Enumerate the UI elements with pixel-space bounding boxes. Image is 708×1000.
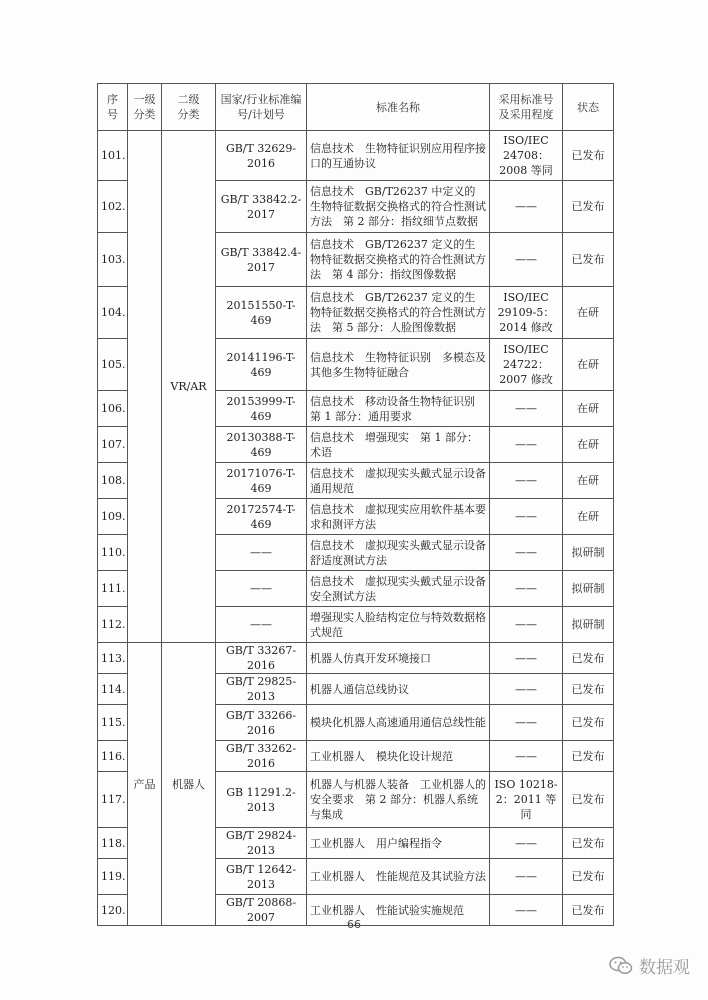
row-status: 已发布 (563, 772, 614, 828)
row-name: 机器人通信总线协议 (307, 674, 490, 705)
level1-cell-empty (128, 131, 162, 643)
row-seq: 112. (98, 607, 128, 643)
row-code: GB/T 32629-2016 (216, 131, 307, 181)
row-status: 已发布 (563, 895, 614, 926)
row-name: 信息技术 增强现实 第 1 部分：术语 (307, 427, 490, 463)
row-seq: 118. (98, 828, 128, 859)
watermark-text: 数据观 (639, 958, 690, 978)
row-adopt: —— (490, 463, 563, 499)
header-status: 状态 (563, 84, 614, 131)
row-adopt: —— (490, 571, 563, 607)
row-code: —— (216, 607, 307, 643)
row-adopt: —— (490, 427, 563, 463)
header-name: 标准名称 (307, 84, 490, 131)
row-code: —— (216, 571, 307, 607)
row-seq: 101. (98, 131, 128, 181)
row-name: 模块化机器人高速通用通信总线性能 (307, 705, 490, 741)
row-adopt: ISO/IEC 24708：2008 等同 (490, 131, 563, 181)
row-code: GB/T 33266-2016 (216, 705, 307, 741)
row-seq: 113. (98, 643, 128, 674)
row-code: GB/T 20868-2007 (216, 895, 307, 926)
row-name: 工业机器人 性能试验实施规范 (307, 895, 490, 926)
row-status: 在研 (563, 391, 614, 427)
row-code: GB/T 29824-2013 (216, 828, 307, 859)
row-name: 机器人与机器人装备 工业机器人的安全要求 第 2 部分：机器人系统与集成 (307, 772, 490, 828)
row-adopt: —— (490, 181, 563, 233)
row-code: GB/T 33267-2016 (216, 643, 307, 674)
row-code: —— (216, 535, 307, 571)
row-name: 信息技术 虚拟现实头戴式显示设备舒适度测试方法 (307, 535, 490, 571)
row-code: 20153999-T-469 (216, 391, 307, 427)
row-seq: 105. (98, 339, 128, 391)
row-name: 信息技术 GB/T26237 中定义的生物特征数据交换格式的符合性测试方法 第 2 部分：指纹细节点数据 (307, 181, 490, 233)
row-status: 已发布 (563, 131, 614, 181)
row-name: 工业机器人 用户编程指令 (307, 828, 490, 859)
row-seq: 104. (98, 287, 128, 339)
row-name: 信息技术 生物特征识别 多模态及其他多生物特征融合 (307, 339, 490, 391)
row-name: 增强现实人脸结构定位与特效数据格式规范 (307, 607, 490, 643)
row-adopt: —— (490, 499, 563, 535)
row-status: 在研 (563, 499, 614, 535)
row-status: 已发布 (563, 674, 614, 705)
table-row (98, 131, 614, 181)
row-name: 工业机器人 性能规范及其试验方法 (307, 859, 490, 895)
header-adopt: 采用标准号 及采用程度 (490, 84, 563, 131)
row-adopt: —— (490, 674, 563, 705)
row-adopt: —— (490, 535, 563, 571)
row-code: 20172574-T-469 (216, 499, 307, 535)
level1-cell-product: 产品 (128, 643, 162, 926)
row-seq: 119. (98, 859, 128, 895)
row-seq: 114. (98, 674, 128, 705)
row-code: GB/T 33842.2-2017 (216, 181, 307, 233)
row-code: GB/T 12642-2013 (216, 859, 307, 895)
row-status: 拟研制 (563, 607, 614, 643)
row-code: 20130388-T-469 (216, 427, 307, 463)
row-name: 机器人仿真开发环境接口 (307, 643, 490, 674)
row-adopt: —— (490, 859, 563, 895)
header-level1: 一级 分类 (128, 84, 162, 131)
row-code: 20141196-T-469 (216, 339, 307, 391)
row-adopt: —— (490, 828, 563, 859)
row-seq: 111. (98, 571, 128, 607)
level2-cell-robot: 机器人 (162, 643, 216, 926)
row-code: GB/T 33842.4-2017 (216, 233, 307, 287)
row-status: 在研 (563, 339, 614, 391)
row-adopt: —— (490, 895, 563, 926)
row-seq: 107. (98, 427, 128, 463)
row-name: 信息技术 移动设备生物特征识别 第 1 部分：通用要求 (307, 391, 490, 427)
row-seq: 108. (98, 463, 128, 499)
row-status: 已发布 (563, 181, 614, 233)
row-seq: 120. (98, 895, 128, 926)
row-seq: 103. (98, 233, 128, 287)
row-name: 信息技术 虚拟现实头戴式显示设备通用规范 (307, 463, 490, 499)
row-status: 拟研制 (563, 571, 614, 607)
row-adopt: —— (490, 391, 563, 427)
row-code: 20171076-T-469 (216, 463, 307, 499)
row-code: GB 11291.2-2013 (216, 772, 307, 828)
standards-table (97, 83, 614, 926)
table-body (98, 131, 614, 926)
row-name: 信息技术 虚拟现实头戴式显示设备安全测试方法 (307, 571, 490, 607)
wechat-icon (609, 956, 633, 976)
row-status: 在研 (563, 463, 614, 499)
row-adopt: ISO/IEC 24722：2007 修改 (490, 339, 563, 391)
row-code: 20151550-T-469 (216, 287, 307, 339)
row-name: 信息技术 GB/T26237 定义的生物特征数据交换格式的符合性测试方法 第 5 部分：人脸图像数据 (307, 287, 490, 339)
row-status: 已发布 (563, 828, 614, 859)
row-adopt: —— (490, 233, 563, 287)
row-code: GB/T 33262-2016 (216, 741, 307, 772)
row-status: 已发布 (563, 859, 614, 895)
row-adopt: —— (490, 705, 563, 741)
row-status: 拟研制 (563, 535, 614, 571)
row-adopt: —— (490, 607, 563, 643)
row-adopt: ISO/IEC 29109-5：2014 修改 (490, 287, 563, 339)
row-name: 信息技术 生物特征识别应用程序接口的互通协议 (307, 131, 490, 181)
row-name: 信息技术 虚拟现实应用软件基本要求和测评方法 (307, 499, 490, 535)
header-level2: 二级 分类 (162, 84, 216, 131)
table-header-row (98, 84, 614, 131)
row-seq: 109. (98, 499, 128, 535)
table-row (98, 643, 614, 674)
row-seq: 117. (98, 772, 128, 828)
row-adopt: —— (490, 643, 563, 674)
row-status: 在研 (563, 287, 614, 339)
row-status: 已发布 (563, 233, 614, 287)
header-code: 国家/行业标准编 号/计划号 (216, 84, 307, 131)
row-seq: 110. (98, 535, 128, 571)
row-seq: 115. (98, 705, 128, 741)
row-name: 信息技术 GB/T26237 定义的生物特征数据交换格式的符合性测试方法 第 4 部分：指纹图像数据 (307, 233, 490, 287)
row-seq: 106. (98, 391, 128, 427)
watermark (609, 953, 690, 978)
row-status: 已发布 (563, 643, 614, 674)
level2-cell-vr-ar: VR/AR (162, 131, 216, 643)
row-status: 在研 (563, 427, 614, 463)
row-seq: 116. (98, 741, 128, 772)
row-code: GB/T 29825-2013 (216, 674, 307, 705)
row-status: 已发布 (563, 705, 614, 741)
header-seq: 序 号 (98, 84, 128, 131)
row-adopt: —— (490, 741, 563, 772)
row-adopt: ISO 10218-2：2011 等同 (490, 772, 563, 828)
row-name: 工业机器人 模块化设计规范 (307, 741, 490, 772)
row-status: 已发布 (563, 741, 614, 772)
page-number: 66 (347, 918, 361, 931)
row-seq: 102. (98, 181, 128, 233)
